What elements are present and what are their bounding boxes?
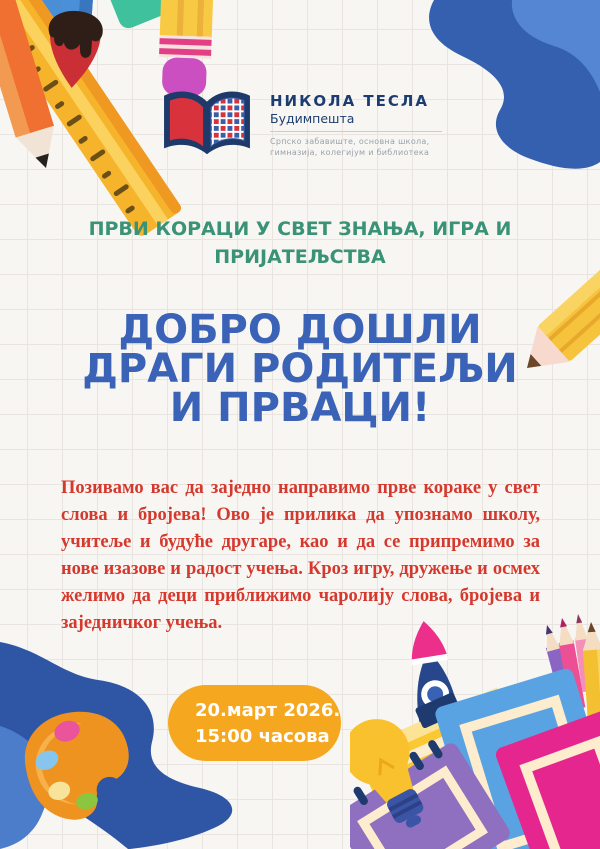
school-name: НИКОЛА ТЕСЛА — [270, 91, 429, 110]
main-title-line2: ДРАГИ РОДИТЕЉИ — [82, 346, 518, 392]
main-title-line3: И ПРВАЦИ! — [169, 385, 431, 431]
school-tagline-line2: гимназија, колегијум и библиотека — [270, 148, 430, 157]
logo-divider — [270, 131, 442, 132]
eraser-pencil-icon — [158, 0, 215, 97]
school-city: Будимпешта — [270, 110, 355, 126]
school-logo-book-icon — [158, 84, 256, 166]
kicker-heading: ПРВИ КОРАЦИ У СВЕТ ЗНАЊА, ИГРА И ПРИЈАТЕЉСТВА — [88, 218, 512, 268]
invitation-paragraph: Позивамо вас да заједно направимо прве кораке у свет слова и бројева! Ово је прилика да упознамо школу, учитеље и будуће другаре, као и да се припремимо за нове изазове и радост учења. Кроз игру, дружење и осмех желимо да деци приближимо чаролију слова, бројева и заједничког учења. — [61, 478, 540, 633]
school-logo-text — [270, 92, 442, 158]
main-title — [0, 307, 600, 431]
event-time: 15:00 часова — [195, 726, 330, 747]
event-date: 20.март 2026. — [195, 700, 341, 721]
school-logo — [0, 84, 600, 166]
event-date-badge — [168, 685, 341, 761]
bottom-right-decoration-cluster — [350, 610, 600, 849]
school-tagline-line1: Српско забавиште, основна школа, — [270, 136, 430, 146]
main-title-line1: ДОБРО ДОШЛИ — [118, 307, 482, 353]
